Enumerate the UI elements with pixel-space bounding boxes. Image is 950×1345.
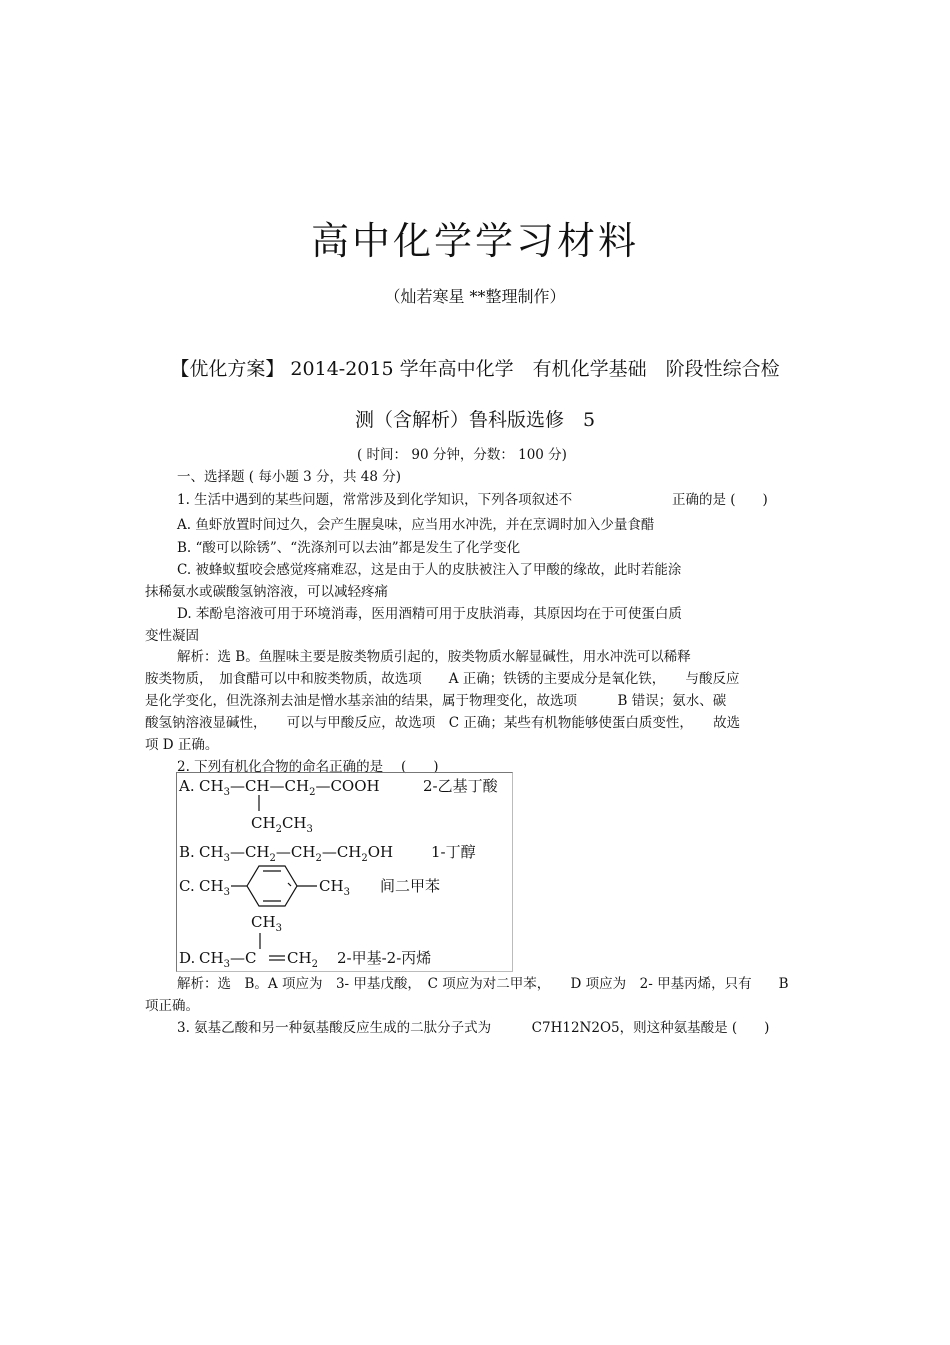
- q1-analysis-line4: 酸氢钠溶液显碱性， 可以与甲酸反应，故选项 C 正确；某些有机物能够使蛋白质变性， 故选: [145, 715, 741, 731]
- q2-analysis-line1: 解析：选 B。A 项应为 3- 甲基戊酸， C 项应为对二甲苯， D 项应为 2- 甲基丙烯，只有 B: [177, 976, 789, 992]
- q1-analysis-line3: 是化学变化，但洗涤剂去油是憎水基亲油的结果，属于物理变化，故选项 B 错误；氨水、碳: [145, 693, 727, 709]
- q2-analysis-line2: 项正确。: [145, 998, 199, 1014]
- q1-stem-part1: 1. 生活中遇到的某些问题，常常涉及到化学知识，下列各项叙述不: [177, 492, 573, 508]
- section-heading: 一、选择题 ( 每小题 3 分，共 48 分): [177, 469, 402, 485]
- q2-option-a-label: A.: [179, 777, 195, 795]
- q2-stem: 2. 下列有机化合物的命名正确的是 ( ): [177, 759, 439, 775]
- q2-option-d-top-methyl: $CH_3$: [251, 913, 282, 934]
- document-title-line2: 测（含解析）鲁科版选修 5: [354, 409, 596, 431]
- q2-option-b-formula: $CH_3—CH_2—CH_2—CH_2OH$: [199, 843, 394, 864]
- svg-text:CH2: $CH_2$: [287, 949, 318, 970]
- q2-option-b-name: 1-丁醇: [431, 843, 476, 861]
- q1-option-b: B. “酸可以除锈”、“洗涤剂可以去油”都是发生了化学变化: [177, 540, 521, 556]
- q1-option-c-line1: C. 被蜂蚁蜇咬会感觉疼痛难忍，这是由于人的皮肤被注入了甲酸的缘故，此时若能涂: [177, 562, 682, 578]
- q1-option-c-line2: 抹稀氨水或碳酸氢钠溶液，可以减轻疼痛: [145, 584, 388, 600]
- q2-option-b-label: B.: [179, 843, 195, 861]
- q2-option-c-name: 间二甲苯: [380, 877, 441, 895]
- benzene-ring-icon: [247, 866, 297, 906]
- svg-text:CH3: $CH_3$: [199, 877, 230, 898]
- q3-stem: 3. 氨基乙酸和另一种氨基酸反应生成的二肽分子式为 C7H12N2O5，则这种氨基酸是 ( ): [177, 1020, 770, 1036]
- q1-stem-part2: 正确的是 ( ): [672, 492, 768, 508]
- q2-option-a-name: 2-乙基丁酸: [423, 777, 498, 795]
- q1-analysis-line1: 解析：选 B。鱼腥味主要是胺类物质引起的，胺类物质水解显碱性，用水冲洗可以稀释: [177, 649, 691, 665]
- q1-analysis-line5: 项 D 正确。: [145, 737, 219, 753]
- q1-option-a: A. 鱼虾放置时间过久，会产生腥臭味，应当用水冲洗，并在烹调时加入少量食醋: [177, 517, 655, 533]
- q1-option-d-line2: 变性凝固: [145, 628, 199, 644]
- time-info: ( 时间： 90 分钟，分数： 100 分): [357, 447, 567, 463]
- q2-option-a-branch: $CH_2CH_3$: [251, 814, 313, 835]
- q2-option-c-label: C.: [179, 877, 195, 895]
- q2-structure-figure: [176, 772, 513, 972]
- q2-option-a-formula: $CH_3—CH—CH_2—COOH$: [199, 777, 380, 798]
- q2-option-d-label: D.: [179, 949, 196, 967]
- q2-option-d-formula: $CH_3—C$: [199, 949, 257, 970]
- svg-text:CH3: $CH_3$: [319, 877, 350, 898]
- page-title: 高中化学学习材料: [310, 219, 639, 263]
- document-title-line1: 【优化方案】 2014-2015 学年高中化学 有机化学基础 阶段性综合检: [170, 358, 780, 380]
- q2-option-d-name: 2-甲基-2-丙烯: [337, 949, 432, 967]
- page-subtitle: （灿若寒星 **整理制作）: [384, 287, 566, 306]
- q1-option-d-line1: D. 苯酚皂溶液可用于环境消毒，医用酒精可用于皮肤消毒，其原因均在于可使蛋白质: [177, 606, 682, 622]
- q1-analysis-line2: 胺类物质， 加食醋可以中和胺类物质，故选项 A 正确；铁锈的主要成分是氧化铁， 与酸反应: [145, 671, 740, 687]
